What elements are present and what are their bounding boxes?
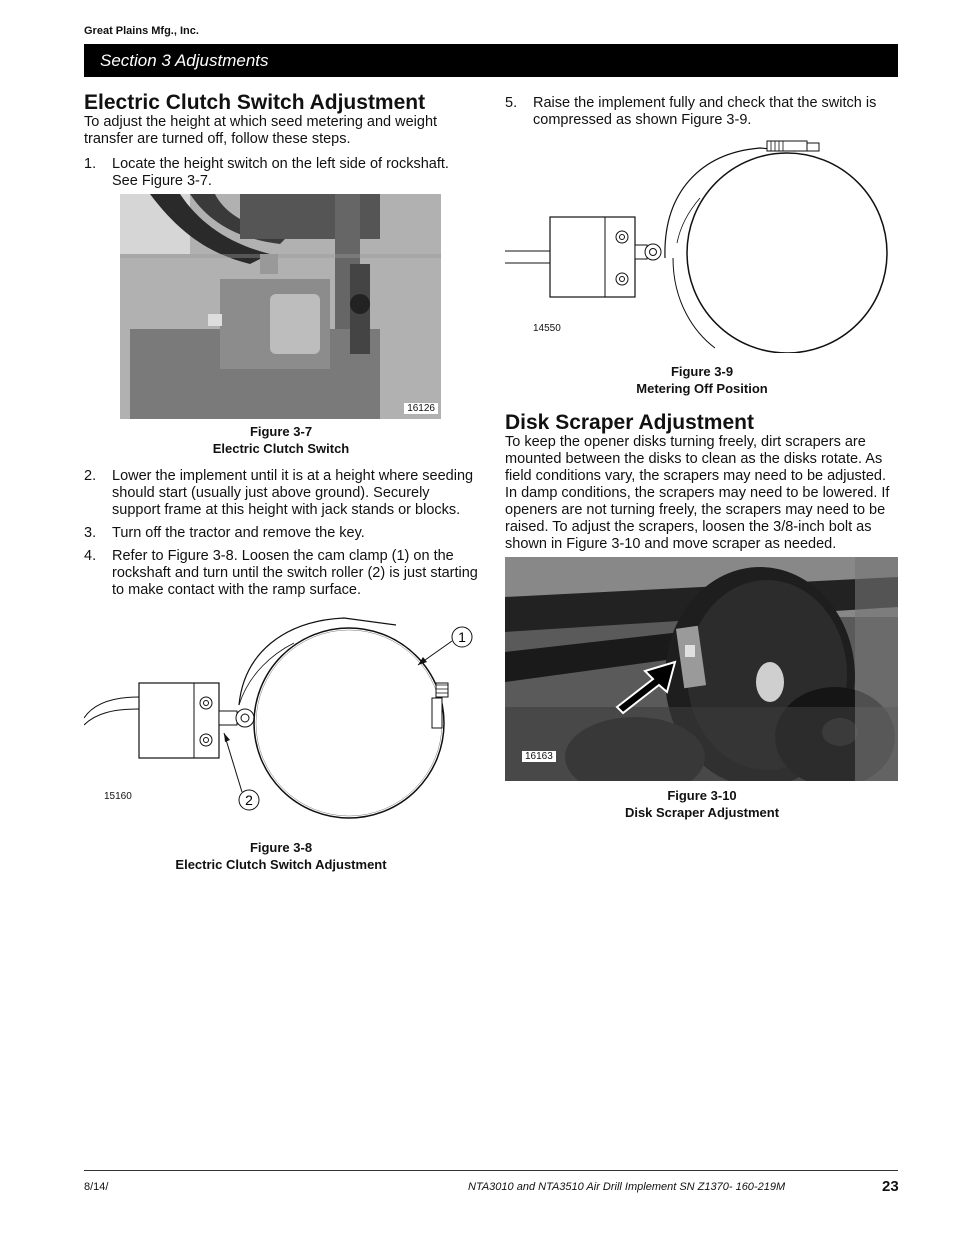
- figure-3-7: [120, 194, 441, 419]
- callout-1-label: 1: [458, 629, 466, 646]
- figure-number-tag: 14550: [533, 323, 561, 334]
- footer-document-title: NTA3010 and NTA3510 Air Drill Implement SN Z1370- 160-219M: [468, 1181, 786, 1193]
- figure-number-tag: 16163: [522, 751, 556, 762]
- figure-title: Electric Clutch Switch Adjustment: [175, 857, 387, 873]
- figure-label: Figure 3-9: [670, 364, 734, 379]
- figure-number-tag: 15160: [104, 791, 132, 803]
- step-number: 1.: [84, 156, 97, 173]
- figure-3-7-caption: [84, 423, 478, 457]
- figure-label: Figure 3-8: [249, 840, 313, 856]
- figure-3-10: [505, 557, 898, 781]
- footer-rule: [84, 1170, 898, 1171]
- figure-3-8-caption: [84, 839, 478, 873]
- figure-number-tag: 16126: [404, 403, 438, 414]
- section-bar: [84, 44, 898, 77]
- disk-scraper-body: To keep the opener disks turning freely, dirt scrapers are mounted between the disks to clean as the disks rotate. As field conditions vary, the scrapers may need to be adjusted. In damp conditions, the scrapers may need to be lowered. If openers are not turning freely, the scrapers may need to be raised. To adjust the scrapers, loosen the 3/8-inch bolt as shown in Figure 3-10 and move scraper as needed.: [505, 434, 890, 553]
- switch-roller-icon: [236, 709, 254, 727]
- disk-scraper-heading: Disk Scraper Adjustment: [505, 411, 754, 434]
- clutch-intro: To adjust the height at which seed metering and weight transfer are turned off, follow these steps.: [84, 114, 438, 148]
- clutch-switch-photo: [120, 194, 441, 419]
- figure-title: Metering Off Position: [636, 381, 768, 396]
- figure-label: Figure 3-7: [249, 424, 313, 440]
- figure-3-9-caption: [505, 363, 899, 397]
- step-5: [505, 95, 899, 129]
- step-2: [84, 468, 478, 519]
- figure-title: Electric Clutch Switch: [212, 441, 350, 457]
- left-column: [84, 88, 478, 873]
- company-name: Great Plains Mfg., Inc.: [84, 25, 199, 37]
- step-text: Locate the height switch on the left side of rockshaft. See Figure 3-7.: [112, 156, 449, 190]
- step-number: 4.: [84, 548, 97, 565]
- step-text: Refer to Figure 3-8. Loosen the cam clamp (1) on the rockshaft and turn until the switch roller (2) is just starting to make contact with the ramp surface.: [112, 548, 478, 599]
- right-column: [505, 95, 899, 821]
- step-4: [84, 548, 478, 599]
- footer-date: 8/14/: [84, 1181, 109, 1193]
- figure-title: Disk Scraper Adjustment: [624, 805, 780, 821]
- figure-label: Figure 3-10: [667, 788, 737, 804]
- metering-off-diagram: [505, 133, 899, 353]
- step-3: [84, 525, 478, 542]
- callout-2-label: 2: [245, 792, 253, 809]
- step-text: Raise the implement fully and check that the switch is compressed as shown Figure 3-9.: [533, 95, 877, 128]
- step-1: [84, 156, 478, 190]
- step-text: Lower the implement until it is at a height where seeding should start (usually just above ground). Securely support frame at this height with jack stands or blocks.: [112, 468, 474, 519]
- step-number: 5.: [505, 95, 518, 111]
- switch-roller-icon: [645, 244, 661, 260]
- figure-3-10-caption: [505, 787, 899, 821]
- step-number: 2.: [84, 468, 97, 485]
- clutch-switch-diagram: [84, 613, 478, 823]
- disk-scraper-photo: [505, 557, 898, 781]
- page-number: 23: [882, 1178, 899, 1195]
- figure-3-8: [84, 613, 478, 823]
- section-title: Section 3 Adjustments: [100, 51, 269, 70]
- clutch-switch-heading: Electric Clutch Switch Adjustment: [84, 91, 426, 114]
- step-text: Turn off the tractor and remove the key.: [112, 525, 365, 542]
- figure-3-9: [505, 133, 899, 353]
- step-number: 3.: [84, 525, 97, 542]
